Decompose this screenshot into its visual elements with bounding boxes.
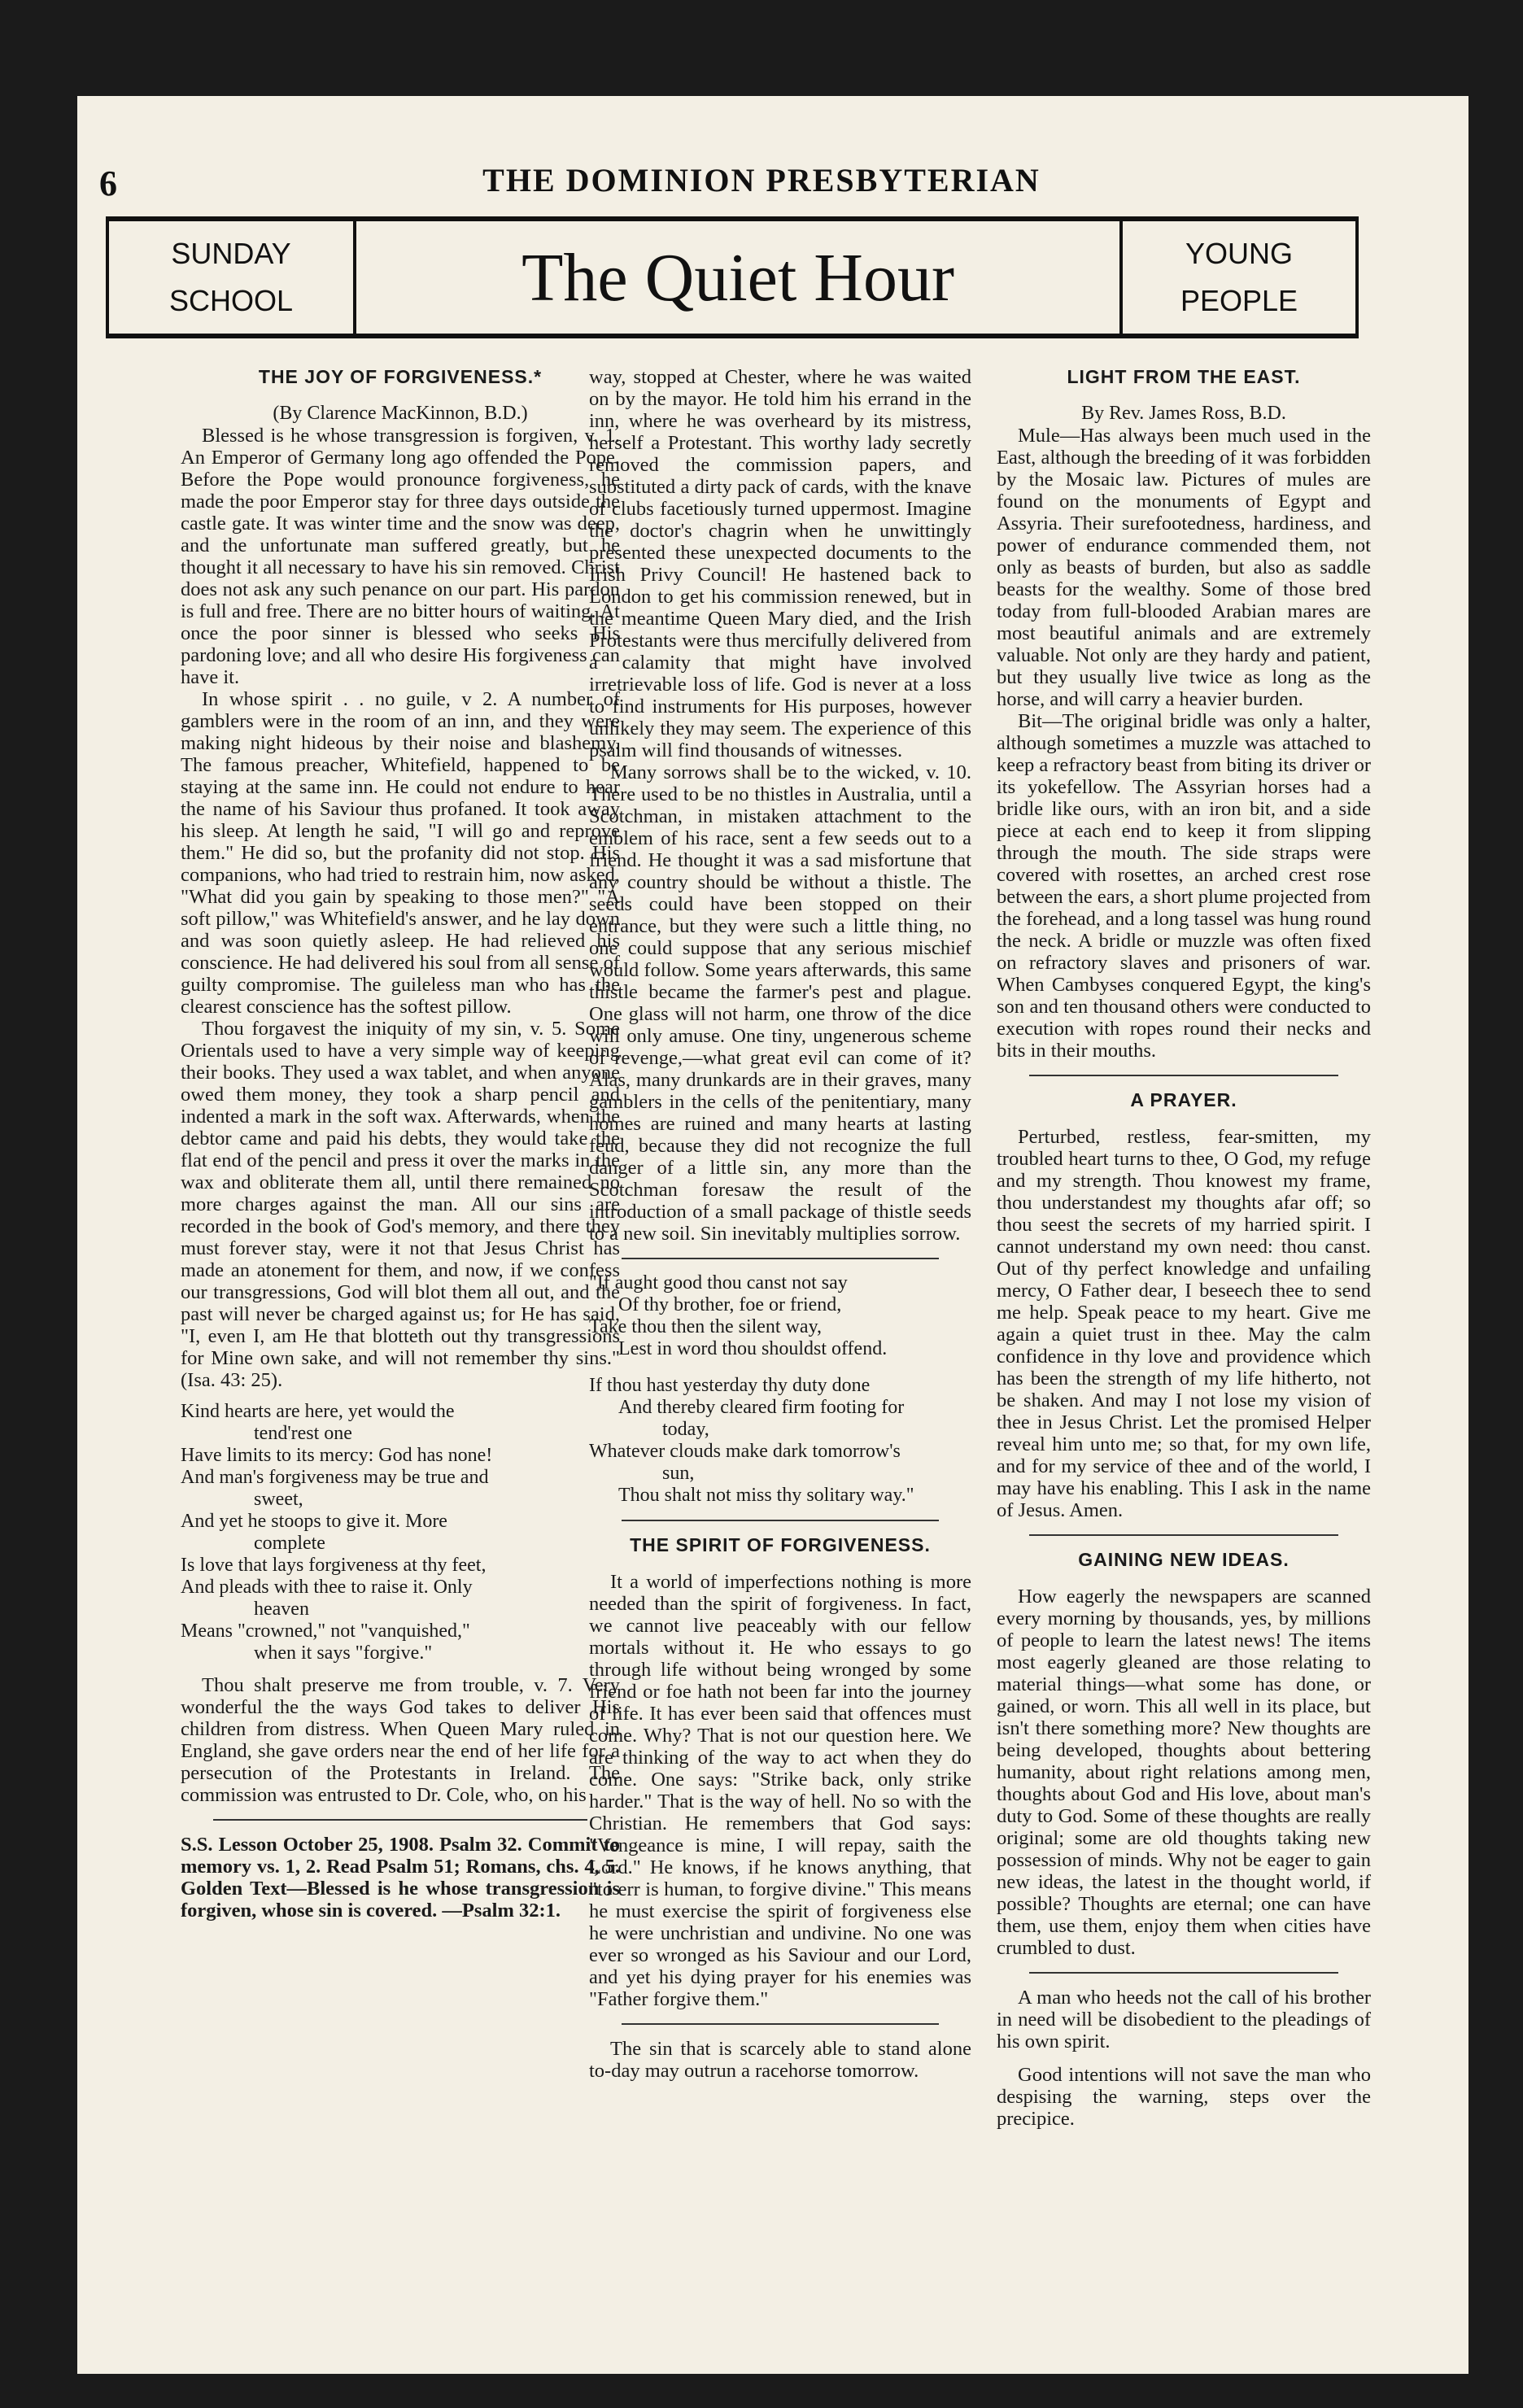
paragraph: The sin that is scarcely able to stand alone to-day may outrun a racehorse tomorrow. [589,2038,971,2082]
divider [622,1520,939,1521]
poem-line: tend'rest one [254,1423,352,1444]
masthead-left-line1: SUNDAY [171,237,291,270]
divider [622,1258,939,1259]
article-title: THE JOY OF FORGIVENESS.* [258,366,543,387]
paragraph: Thou forgavest the iniquity of my sin, v. 5. Some Orientals used to have a very simple way of keeping their books. They used a wax tablet, and when anyone owed them money, they took a sharp pencil and indented a mark in the soft wax. Afterwards, when the debtor came and paid his debts, they would take the flat end of the pencil and press it over the marks in the wax and obliterate them all, until there remained no more charges against the man. All our sins are recorded in the book of God's memory, and there they must forever stay, were it not that Jesus Christ has made an atonement for them, and now, if we confess our transgressions, God will blot them all out, and the past will never be charged against us; for He has said, "I, even I, am He that blotteth out thy transgressions for Mine own sake, and will not remember thy sins." (Isa. 43: 25). [181,1018,620,1391]
poem-line: Have limits to its mercy: God has none! [181,1445,493,1466]
paragraph: A man who heeds not the call of his brother in need will be disobedient to the pleadings of his own spirit. [997,1987,1371,2052]
poem-line: Kind hearts are here, yet would the [181,1401,455,1422]
poem-line: And pleads with thee to raise it. Only [181,1577,473,1598]
divider [213,1819,587,1821]
column-1 [181,366,620,1922]
poem-line: when it says "forgive." [254,1642,433,1664]
masthead-right-box [1119,221,1355,334]
poem-line: Lest in word thou shouldst offend. [618,1338,888,1359]
masthead-right-line2: PEOPLE [1180,284,1298,317]
masthead-right-line1: YOUNG [1185,237,1293,270]
article-byline: (By Clarence MacKinnon, B.D.) [273,403,528,424]
article-title: LIGHT FROM THE EAST. [1067,366,1301,387]
poem-line: sun, [662,1463,695,1484]
divider [1029,1075,1338,1076]
paragraph: In whose spirit . . no guile, v 2. A number of gamblers were in the room of an inn, and they were making night hideous by their noise and blashemy. The famous preacher, Whitefield, happened to be staying at the same inn. He could not endure to hear the name of his Saviour thus profaned. It took away his sleep. At length he said, "I will go and reprove them." He did so, but the profanity did not stop. His companions, who had tried to restrain him, now asked, "What did you gain by speaking to those men?" "A soft pillow," was Whitefield's answer, and he lay down and was soon quietly asleep. He had relieved his conscience. He had delivered his soul from all sense of guilty compromise. The guileless man who has the clearest conscience has the softest pillow. [181,688,620,1018]
article-title: THE SPIRIT OF FORGIVENESS. [630,1534,931,1555]
poem-line: Thou shalt not miss thy solitary way." [618,1485,914,1506]
column-2 [589,366,971,2082]
running-title: THE DOMINION PRESBYTERIAN [482,162,1041,198]
poem-line: sweet, [254,1489,303,1510]
paragraph: Good intentions will not save the man who despising the warning, steps over the precipice. [997,2064,1371,2130]
paragraph: Many sorrows shall be to the wicked, v. 10. There used to be no thistles in Australia, until a Scotchman, in mistaken attachment to the emblem of his race, sent a few seeds out to a friend. He thought it was a sad misfortune that any country should be without a thistle. The seeds could have been stopped on their entrance, but they were such a little thing, no one could suppose that any serious mischief would follow. Some years afterwards, this same thistle became the farmer's pest and plague. One glass will not harm, one throw of the dice will only amuse. One tiny, ungenerous scheme of revenge,—what great evil can come of it? Alas, many drunkards are in their graves, many gamblers in the cells of the penitentiary, many homes are ruined and many hearts at lasting feud, because they did not recognize the full danger of a little sin, any more than the Scotchman foresaw the result of the introduction of a small package of thistle seeds to a new soil. Sin inevitably multiplies sorrow. [589,761,971,1245]
paragraph: It a world of imperfections nothing is more needed than the spirit of forgiveness. In fact, we cannot live peaceably with our fellow mortals without it. He who essays to go through life without being wronged by some friend or foe hath not been far into the journey of life. It has ever been said that offences must come. Why? That is not our question here. We are thinking of the way to act when they do come. One says: "Strike back, only strike harder." That is the way of hell. No so with the Christian. He remembers that God says: "Vengeance is mine, I will repay, saith the Lord." He knows, if he knows anything, that "to err is human, to forgive divine." This means he must exercise the spirit of forgiveness else he were unchristian and undivine. No one was ever so wronged as his Saviour and our Lord, and yet his dying prayer for his enemies was "Father forgive them." [589,1571,971,2010]
divider [1029,1534,1338,1536]
poem-line: complete [254,1533,325,1554]
masthead [106,216,1359,338]
paragraph: Mule—Has always been much used in the East, although the breeding of it was forbidden by the Mosaic law. Pictures of mules are found on the monuments of Egypt and Assyria. Their surefootedness, hardiness, and power of endurance commended them, not only as beasts of burden, but also as saddle beasts for the wealthy. Some of those bred today from full-blooded Arabian mares are most beautiful animals and are extremely valuable. Not only are they hardy and patient, but they usually live twice as long as the horse, and will carry a heavier burden. [997,425,1371,710]
poem-line: If thou hast yesterday thy duty done [589,1375,871,1396]
paragraph: Perturbed, restless, fear-smitten, my troubled heart turns to thee, O God, my refuge and my strength. Thou knowest my frame, thou understandest my thoughts afar off; so thou seest the secrets of my harried spirit. I cannot understand my own need: thou canst. Out of thy perfect knowledge and unfailing mercy, O Father dear, I beseech thee to send me help. Speak peace to my heart. Give me again a quiet trust in thee. May the calm confidence in thy love and providence which has been the strength of my life hitherto, not be shaken. And may I not lose my vision of thee in Jesus Christ. Let the promised Helper reveal him unto me; so that, for my own life, and for my service of thee and of the world, I may have his enabling. This I ask in the name of Jesus. Amen. [997,1126,1371,1521]
lesson-notice: S.S. Lesson October 25, 1908. Psalm 32. Commit to memory vs. 1, 2. Read Psalm 51; Romans, chs. 4, 5. Golden Text—Blessed is he whose transgression is forgiven, whose sin is covered. —Psalm 32:1. [181,1834,620,1922]
masthead-left-line2: SCHOOL [168,284,294,317]
paragraph: Thou shalt preserve me from trouble, v. 7. Very wonderful the the ways God takes to deliver His children from distress. When Queen Mary ruled in England, she gave orders near the end of her life for a persecution of the Protestants in Ireland. The commission was entrusted to Dr. Cole, who, on his [181,1674,620,1806]
poem-line: And man's forgiveness may be true and [181,1467,489,1488]
article-title: A PRAYER. [1130,1089,1237,1110]
divider [1029,1972,1338,1974]
paragraph: Blessed is he whose transgression is forgiven, v. 1. An Emperor of Germany long ago offended the Pope. Before the Pope would pronounce forgiveness, he made the poor Emperor stay for three days outside the castle gate. It was winter time and the snow was deep, and the unfortunate man suffered greatly, but he thought it all necessary to have his sin removed. Christ does not ask any such penance on our part. His pardon is full and free. There are no bitter hours of waiting. At once the poor sinner is blessed who seeks His pardoning love; and all who desire His forgiveness can have it. [181,425,620,688]
divider [622,2023,939,2025]
poem-line: "If aught good thou canst not say [589,1272,848,1293]
poem-line: Means "crowned," not "vanquished," [181,1621,470,1642]
article-byline: By Rev. James Ross, B.D. [1081,403,1286,424]
poem-line: And yet he stoops to give it. More [181,1511,447,1532]
article-title: GAINING NEW IDEAS. [1078,1549,1290,1570]
masthead-title: The Quiet Hour [521,239,954,316]
poem-line: heaven [254,1599,309,1620]
poem-line: Whatever clouds make dark tomorrow's [589,1441,901,1462]
poem-line: Of thy brother, foe or friend, [618,1294,842,1315]
poem-line: Take thou then the silent way, [589,1316,823,1337]
stanza-gap [589,1360,971,1375]
masthead-left-box [109,221,356,334]
poem [589,1272,971,1507]
paragraph: way, stopped at Chester, where he was waited on by the mayor. He told him his errand in the inn, where he was overheard by its mistress, herself a Protestant. This worthy lady secretly removed the commission papers, and substituted a dirty pack of cards, with the knave of clubs facetiously turned uppermost. Imagine the doctor's chagrin when he unwittingly presented these unexpected documents to the Irish Privy Council! He hastened back to London to get his commission renewed, but in the meantime Queen Mary died, and the Irish Protestants were thus mercifully delivered from a calamity that might have involved irretrievable loss of life. God is never at a loss to find instruments for His purposes, however unlikely they may seem. The experience of this psalm will find thousands of witnesses. [589,366,971,761]
poem-line: And thereby cleared firm footing for [618,1397,905,1418]
column-3 [997,366,1371,2130]
paragraph: Bit—The original bridle was only a halter, although sometimes a muzzle was attached to keep a refractory beast from biting its driver or its yokefellow. The Assyrian horses had a bridle like ours, with an iron bit, and a side piece at each end to keep it from slipping through the mouth. The side straps were covered with rosettes, an arched crest rose between the ears, a short plume projected from the forehead, and a long tassel was hung round the neck. A bridle or muzzle was often fixed on refractory slaves and prisoners of war. When Cambyses conquered Egypt, the king's son and ten thousand others were conducted to execution with ropes round their necks and bits in their mouths. [997,710,1371,1062]
poem [181,1401,620,1664]
paragraph: How eagerly the newspapers are scanned every morning by thousands, yes, by millions of people to learn the latest news! The items most eagerly gleaned are those relating to material things—what some has done, or gained, or worn. This all well in its place, but isn't there something more? New thoughts are being developed, thoughts about bettering humanity, about right relations among men, thoughts about God and His love, about man's duty to God. Some of these thoughts are really original; some are old thoughts taking new possession of minds. Why not be eager to gain new ideas, the latest in the thought world, if possible? Thoughts are eternal; one can have them, use them, enjoy them when cities have crumbled to dust. [997,1586,1371,1959]
page-number: 6 [99,164,117,203]
poem-line: Is love that lays forgiveness at thy feet, [181,1555,487,1576]
poem-line: today, [662,1419,709,1440]
